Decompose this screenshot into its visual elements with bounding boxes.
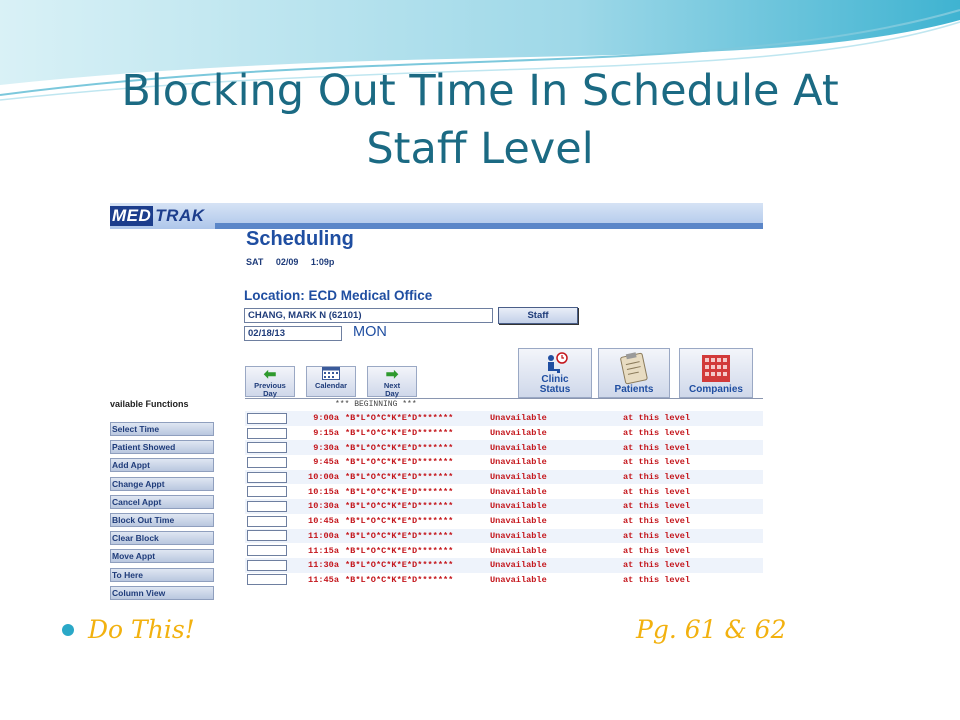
slot-select-cell[interactable] [247, 545, 287, 556]
medtrak-screenshot [110, 203, 763, 598]
slot-level: at this level [623, 486, 691, 497]
bullet-dot [62, 624, 74, 636]
slot-select-cell[interactable] [247, 530, 287, 541]
slot-status: Unavailable [490, 501, 547, 512]
slot-time: 10:15a [308, 486, 339, 497]
slot-time: 9:30a [313, 442, 339, 453]
column-view-button[interactable]: Column View [110, 586, 214, 600]
slot-level: at this level [623, 560, 691, 571]
to-here-button[interactable]: To Here [110, 568, 214, 582]
slot-time: 9:15a [313, 428, 339, 439]
slot-blocked-text: *B*L*O*C*K*E*D******* [345, 530, 454, 541]
schedule-date-field[interactable]: 02/18/13 [244, 326, 342, 341]
move-appt-button[interactable]: Move Appt [110, 549, 214, 563]
schedule-row[interactable] [245, 573, 763, 588]
slot-blocked-text: *B*L*O*C*K*E*D******* [345, 428, 454, 439]
slot-level: at this level [623, 442, 691, 453]
slot-blocked-text: *B*L*O*C*K*E*D******* [345, 457, 454, 468]
functions-heading: vailable Functions [110, 399, 189, 409]
clinic-status-label-2: Status [539, 384, 571, 395]
slot-status: Unavailable [490, 457, 547, 468]
app-top-bar [110, 203, 763, 229]
slot-blocked-text: *B*L*O*C*K*E*D******* [345, 501, 454, 512]
weekday-label: MON [353, 324, 387, 340]
left-arrow-icon: ⬅ [263, 366, 277, 383]
staff-name-field[interactable]: CHANG, MARK N (62101) [244, 308, 493, 323]
slot-blocked-text: *B*L*O*C*K*E*D******* [345, 486, 454, 497]
clinic-status-label-1: Clinic [541, 374, 569, 385]
next-day-button[interactable] [367, 366, 417, 397]
slot-time: 11:30a [308, 560, 339, 571]
grid-beginning-marker: *** BEGINNING *** [245, 399, 763, 411]
slot-select-cell[interactable] [247, 442, 287, 453]
next-day-label-2: Day [385, 389, 399, 398]
schedule-row[interactable] [245, 514, 763, 529]
select-time-button[interactable]: Select Time [110, 422, 214, 436]
screen-title: Scheduling [246, 228, 354, 250]
calendar-label: Calendar [314, 381, 348, 390]
staff-button[interactable]: Staff [498, 307, 578, 324]
patients-label: Patients [614, 384, 654, 395]
slot-level: at this level [623, 472, 691, 483]
slot-status: Unavailable [490, 486, 547, 497]
slot-time: 11:00a [308, 530, 339, 541]
clipboard-icon [616, 351, 652, 383]
slot-time: 10:30a [308, 501, 339, 512]
slot-time: 9:00a [313, 413, 339, 424]
slot-time: 10:00a [308, 472, 339, 483]
schedule-row[interactable] [245, 440, 763, 455]
slide-title [40, 62, 920, 178]
slot-status: Unavailable [490, 442, 547, 453]
cancel-appt-button[interactable]: Cancel Appt [110, 495, 214, 509]
slot-blocked-text: *B*L*O*C*K*E*D******* [345, 545, 454, 556]
slot-select-cell[interactable] [247, 574, 287, 585]
change-appt-button[interactable]: Change Appt [110, 477, 214, 491]
right-arrow-icon: ➡ [385, 366, 399, 383]
schedule-row[interactable] [245, 529, 763, 544]
slot-status: Unavailable [490, 516, 547, 527]
slot-status: Unavailable [490, 574, 547, 585]
slot-blocked-text: *B*L*O*C*K*E*D******* [345, 472, 454, 483]
slot-level: at this level [623, 428, 691, 439]
slot-select-cell[interactable] [247, 516, 287, 527]
slot-blocked-text: *B*L*O*C*K*E*D******* [345, 574, 454, 585]
companies-button[interactable] [679, 348, 753, 398]
slot-time: 11:45a [308, 574, 339, 585]
slot-blocked-text: *B*L*O*C*K*E*D******* [345, 516, 454, 527]
slot-level: at this level [623, 501, 691, 512]
slot-select-cell[interactable] [247, 486, 287, 497]
slot-level: at this level [623, 530, 691, 541]
page-reference: Pg. 61 & 62 [636, 615, 787, 644]
clear-block-button[interactable]: Clear Block [110, 531, 214, 545]
add-appt-button[interactable]: Add Appt [110, 458, 214, 472]
patient-showed-button[interactable]: Patient Showed [110, 440, 214, 454]
slot-blocked-text: *B*L*O*C*K*E*D******* [345, 560, 454, 571]
schedule-row[interactable] [245, 484, 763, 499]
slot-status: Unavailable [490, 545, 547, 556]
previous-day-label-2: Day [263, 389, 277, 398]
next-day-label-1: Next [383, 381, 401, 390]
current-date: 02/09 [275, 257, 299, 267]
bullet-text: Do This! [88, 615, 195, 644]
current-time: 1:09p [310, 257, 335, 267]
schedule-row[interactable] [245, 543, 763, 558]
clinic-status-button[interactable] [518, 348, 592, 398]
building-icon [698, 351, 734, 383]
slide-title-line-2: Staff Level [366, 124, 594, 174]
schedule-row[interactable] [245, 558, 763, 573]
block-out-time-button[interactable]: Block Out Time [110, 513, 214, 527]
schedule-row[interactable] [245, 499, 763, 514]
slot-blocked-text: *B*L*O*C*K*E*D******* [345, 413, 454, 424]
functions-list [110, 422, 214, 604]
slot-blocked-text: *B*L*O*C*K*E*D******* [345, 442, 454, 453]
slot-level: at this level [623, 545, 691, 556]
logo-part-1: MED [112, 206, 152, 225]
calendar-button[interactable] [306, 366, 356, 397]
current-datetime [246, 257, 334, 267]
slot-time: 11:15a [308, 545, 339, 556]
slot-select-cell[interactable] [247, 472, 287, 483]
slot-status: Unavailable [490, 413, 547, 424]
slide-title-line-1: Blocking Out Time In Schedule At [121, 66, 839, 116]
slot-select-cell[interactable] [247, 501, 287, 512]
slot-select-cell[interactable] [247, 413, 287, 424]
slot-select-cell[interactable] [247, 560, 287, 571]
slot-level: at this level [623, 574, 691, 585]
schedule-row[interactable] [245, 455, 763, 470]
location-label: Location: ECD Medical Office [244, 288, 433, 303]
slot-select-cell[interactable] [247, 457, 287, 468]
slot-level: at this level [623, 516, 691, 527]
slot-status: Unavailable [490, 472, 547, 483]
slot-status: Unavailable [490, 530, 547, 541]
slot-level: at this level [623, 413, 691, 424]
patients-button[interactable] [598, 348, 670, 398]
calendar-icon [307, 367, 355, 382]
slot-level: at this level [623, 457, 691, 468]
slot-status: Unavailable [490, 560, 547, 571]
previous-day-button[interactable] [245, 366, 295, 397]
schedule-grid [245, 398, 763, 592]
medtrak-logo [110, 205, 205, 227]
slot-time: 9:45a [313, 457, 339, 468]
slot-select-cell[interactable] [247, 428, 287, 439]
previous-day-label-1: Previous [254, 381, 286, 390]
schedule-row[interactable] [245, 470, 763, 485]
logo-part-2: TRAK [155, 206, 205, 225]
companies-label: Companies [689, 384, 743, 395]
schedule-row[interactable] [245, 426, 763, 441]
schedule-row[interactable] [245, 411, 763, 426]
slot-time: 10:45a [308, 516, 339, 527]
slot-status: Unavailable [490, 428, 547, 439]
current-day: SAT [246, 257, 264, 267]
